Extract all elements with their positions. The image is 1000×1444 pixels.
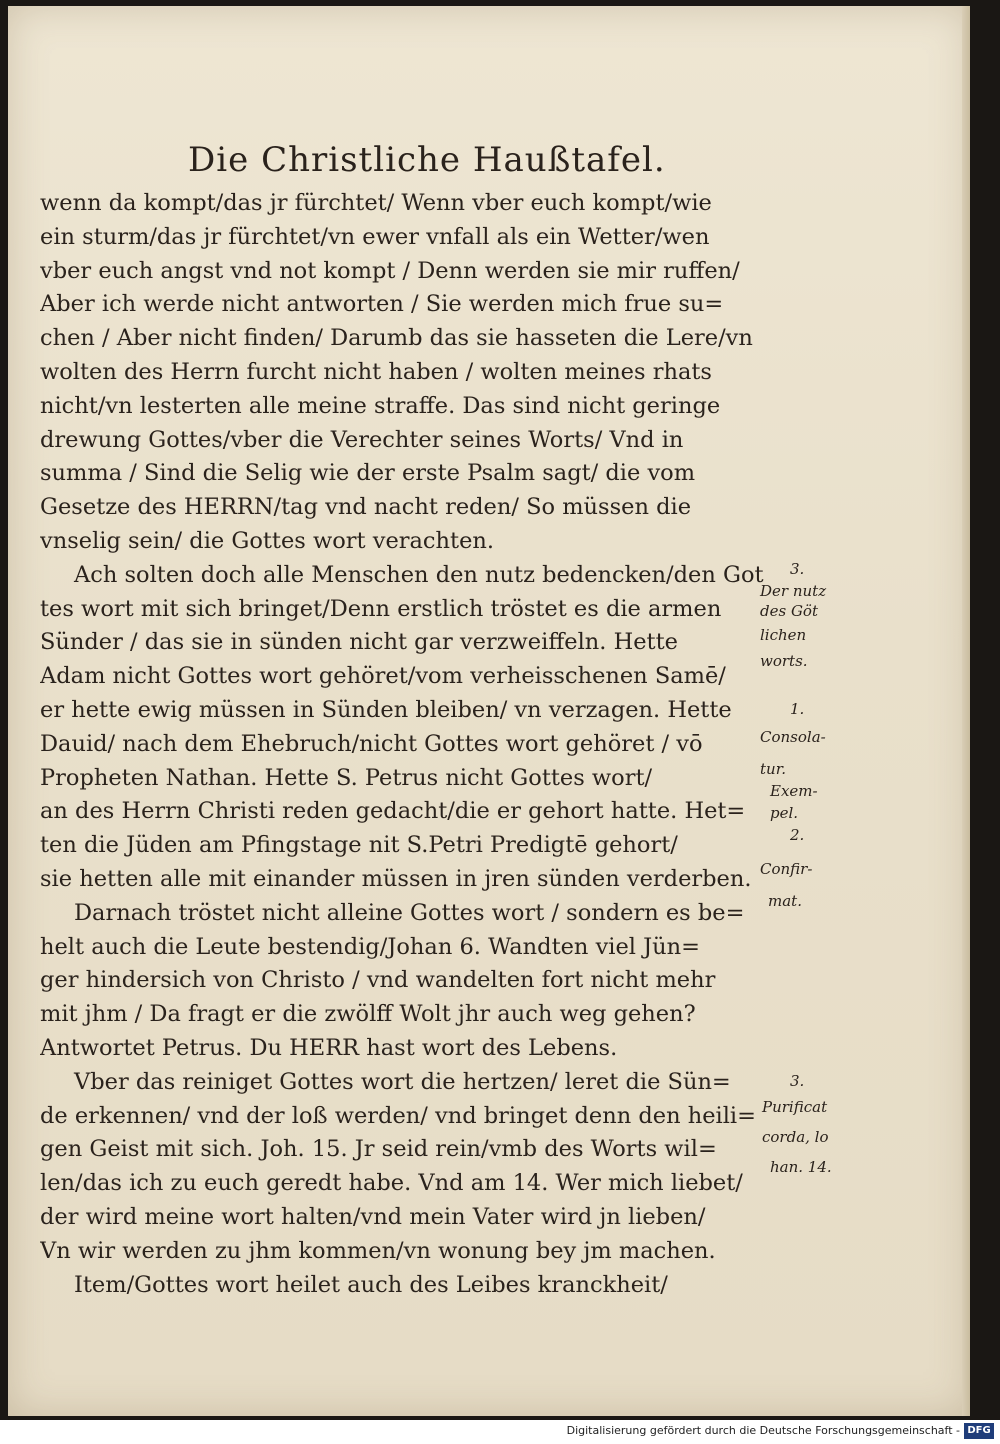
text-line: sie hetten alle mit einander müssen in jren sünden verderben.: [40, 865, 752, 892]
text-line: de erkennen/ vnd der loß werden/ vnd bringet denn den heili=: [40, 1102, 756, 1129]
text-line: Dauid/ nach dem Ehebruch/nicht Gottes wort gehöret / vō: [40, 730, 703, 757]
text-line: Sünder / das sie in sünden nicht gar verzweiffeln. Hette: [40, 629, 678, 656]
text-line: Antwortet Petrus. Du HERR hast wort des Lebens.: [40, 1034, 618, 1061]
margin-note: corda, lo: [762, 1128, 829, 1146]
margin-note: lichen: [760, 626, 807, 644]
text-line: chen / Aber nicht finden/ Darumb das sie hasseten die Lere/vn: [40, 325, 753, 352]
text-line: Vber das reiniget Gottes wort die hertzen/ leret die Sün=: [74, 1068, 731, 1095]
margin-note: 3.: [790, 1072, 805, 1090]
page-edge: [962, 6, 970, 1416]
margin-note: Der nutz: [760, 582, 827, 600]
text-line: ein sturm/das jr fürchtet/vn ewer vnfall als ein Wetter/wen: [40, 223, 710, 250]
text-line: Gesetze des HERRN/tag vnd nacht reden/ So müssen die: [40, 494, 692, 521]
body-text: [40, 187, 770, 1302]
text-line: Aber ich werde nicht antworten / Sie werden mich frue su=: [40, 291, 724, 318]
text-line: gen Geist mit sich. Joh. 15. Jr seid rein/vmb des Worts wil=: [40, 1136, 717, 1163]
text-line: len/das ich zu euch geredt habe. Vnd am 14. Wer mich liebet/: [40, 1170, 743, 1197]
text-line: drewung Gottes/vber die Verechter seines Worts/ Vnd in: [40, 426, 684, 453]
funding-credit: Digitalisierung gefördert durch die Deutsche Forschungsgemeinschaft -: [566, 1424, 960, 1437]
text-line: mit jhm / Da fragt er die zwölff Wolt jhr auch weg gehen?: [40, 1001, 696, 1028]
margin-note: Exem-: [770, 782, 818, 800]
margin-note: Consola-: [760, 728, 826, 746]
margin-note: tur.: [760, 760, 786, 778]
text-line: an des Herrn Christi reden gedacht/die er gehort hatte. Het=: [40, 798, 746, 825]
text-line: Propheten Nathan. Hette S. Petrus nicht Gottes wort/: [40, 764, 653, 791]
running-head: Die Christliche Haußtafel.: [188, 140, 666, 180]
text-line: Darnach tröstet nicht alleine Gottes wort / sondern es be=: [74, 899, 745, 926]
margin-note: 1.: [790, 700, 805, 718]
text-line: Vn wir werden zu jhm kommen/vn wonung bey jm machen.: [40, 1237, 716, 1264]
text-line: ger hindersich von Christo / vnd wandelten fort nicht mehr: [40, 967, 716, 994]
text-line: wenn da kompt/das jr fürchtet/ Wenn vber euch kompt/wie: [40, 190, 712, 216]
text-line: wolten des Herrn furcht nicht haben / wolten meines rhats: [40, 358, 712, 385]
text-line: tes wort mit sich bringet/Denn erstlich tröstet es die armen: [40, 595, 722, 622]
margin-note: 3.: [790, 560, 805, 578]
text-line: summa / Sind die Selig wie der erste Psalm sagt/ die vom: [40, 460, 696, 487]
margin-note: 2.: [790, 826, 805, 844]
footer-bar: [0, 1420, 1000, 1444]
text-line: helt auch die Leute bestendig/Johan 6. Wandten viel Jün=: [40, 933, 701, 960]
text-line: vnselig sein/ die Gottes wort verachten.: [40, 527, 495, 554]
text-line: ten die Jüden am Pfingstage nit S.Petri Predigtē gehort/: [40, 832, 678, 859]
margin-note: Purificat: [762, 1098, 828, 1116]
text-line: vber euch angst vnd not kompt / Denn werden sie mir ruffen/: [40, 257, 740, 284]
text-line: er hette ewig müssen in Sünden bleiben/ vn verzagen. Hette: [40, 696, 732, 723]
margin-note: des Göt: [760, 602, 818, 620]
margin-note: han. 14.: [770, 1158, 832, 1176]
text-line: Adam nicht Gottes wort gehöret/vom verheisschenen Samē/: [40, 663, 726, 690]
text-line: Ach solten doch alle Menschen den nutz bedencken/den Got: [74, 561, 764, 588]
text-line: Item/Gottes wort heilet auch des Leibes kranckheit/: [74, 1271, 668, 1298]
margin-note: Confir-: [760, 860, 813, 878]
margin-note: worts.: [760, 652, 808, 670]
margin-note: pel.: [770, 804, 799, 822]
margin-note: mat.: [768, 892, 802, 910]
text-line: nicht/vn lesterten alle meine straffe. Das sind nicht geringe: [40, 392, 721, 419]
text-line: der wird meine wort halten/vnd mein Vater wird jn lieben/: [40, 1203, 706, 1230]
dfg-logo: DFG: [964, 1423, 994, 1439]
